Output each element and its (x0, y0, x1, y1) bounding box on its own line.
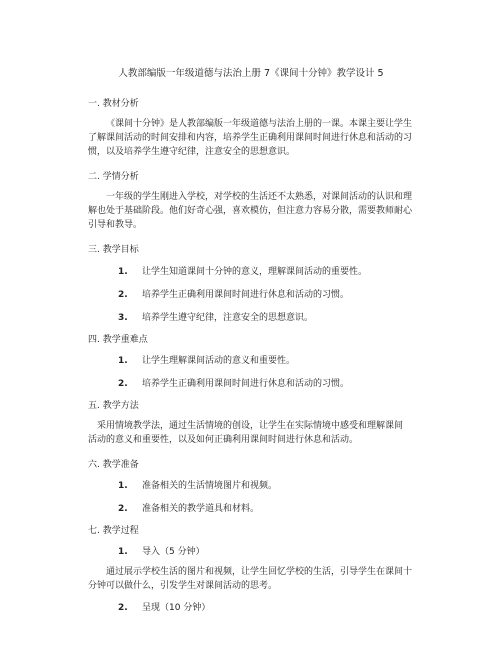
list-item-number: 2. (118, 379, 128, 389)
list-item (118, 480, 277, 492)
list-item-text: 培养学生正确利用课间时间进行休息和活动的习惯。 (142, 290, 350, 300)
section-heading-key-points: 四. 教学重难点 (88, 335, 148, 345)
list-item-number: 2. (118, 290, 128, 300)
list-item-number: 2. (118, 504, 128, 514)
list-item-number: 1. (118, 356, 128, 366)
list-item-text: 导入（5 分钟） (142, 547, 205, 557)
document-title: 人教部编版一年级道德与法治上册 7《课间十分钟》教学设计 5 (118, 68, 384, 79)
paragraph-line: 通过展示学校生活的图片和视频，让学生回忆学校的生活，引导学生在课间十 (106, 567, 413, 577)
paragraph-line: 分钟可以做什么，引发学生对课间活动的思考。 (88, 581, 278, 591)
paragraph-teaching-methods (88, 419, 418, 447)
list-item-number: 3. (118, 313, 128, 323)
list-item (118, 503, 259, 515)
section-heading-teaching-goals: 三. 教学目标 (88, 245, 139, 255)
list-item (118, 602, 210, 614)
list-item (118, 312, 313, 324)
paragraph-line: 活动的意义和重要性，以及如何正确利用课间时间进行休息和活动。 (88, 435, 359, 445)
paragraph-line: 解也处于基础阶段。他们好奇心强，喜欢模仿，但注意力容易分散，需要教师耐心 (88, 206, 413, 216)
list-item (118, 546, 205, 558)
paragraph-line: 惯，以及培养学生遵守纪律，注意安全的思想意识。 (88, 147, 296, 157)
section-heading-textbook-analysis: 一. 教材分析 (88, 99, 139, 109)
paragraph-student-analysis (88, 190, 418, 232)
paragraph-line: 《课间十分钟》是人教部编版一年级道德与法治上册的一课。本课主要让学生 (106, 119, 413, 129)
paragraph-line: 了解课间活动的时间安排和内容，培养学生正确利用课间时间进行休息和活动的习 (88, 133, 413, 143)
list-item-number: 1. (118, 481, 128, 491)
paragraph-line: 引导和教导。 (88, 220, 143, 230)
paragraph-line: 采用情境教学法，通过生活情境的创设，让学生在实际情境中感受和理解课间 (97, 421, 404, 431)
section-heading-teaching-process: 七. 教学过程 (88, 526, 139, 536)
list-item-text: 让学生理解课间活动的意义和重要性。 (142, 356, 296, 366)
section-heading-preparation: 六. 教学准备 (88, 460, 139, 470)
list-item-number: 1. (118, 267, 128, 277)
list-item (118, 266, 367, 278)
list-item (118, 378, 349, 390)
list-item-text: 准备相关的生活情境图片和视频。 (142, 481, 278, 491)
paragraph-textbook-analysis (88, 117, 418, 159)
list-item-text: 准备相关的教学道具和材料。 (142, 504, 260, 514)
section-heading-student-analysis: 二. 学情分析 (88, 172, 139, 182)
list-item-text: 培养学生遵守纪律，注意安全的思想意识。 (142, 313, 314, 323)
list-item-text: 呈现（10 分钟） (142, 603, 211, 613)
list-item-number: 1. (118, 547, 128, 557)
paragraph-introduction (88, 565, 418, 593)
list-item-number: 2. (118, 603, 128, 613)
list-item-text: 让学生知道课间十分钟的意义，理解课间活动的重要性。 (142, 267, 368, 277)
list-item (118, 289, 349, 301)
section-heading-teaching-methods: 五. 教学方法 (88, 401, 139, 411)
list-item (118, 355, 295, 367)
paragraph-line: 一年级的学生刚进入学校，对学校的生活还不太熟悉，对课间活动的认识和理 (106, 192, 413, 202)
list-item-text: 培养学生正确利用课间时间进行休息和活动的习惯。 (142, 379, 350, 389)
